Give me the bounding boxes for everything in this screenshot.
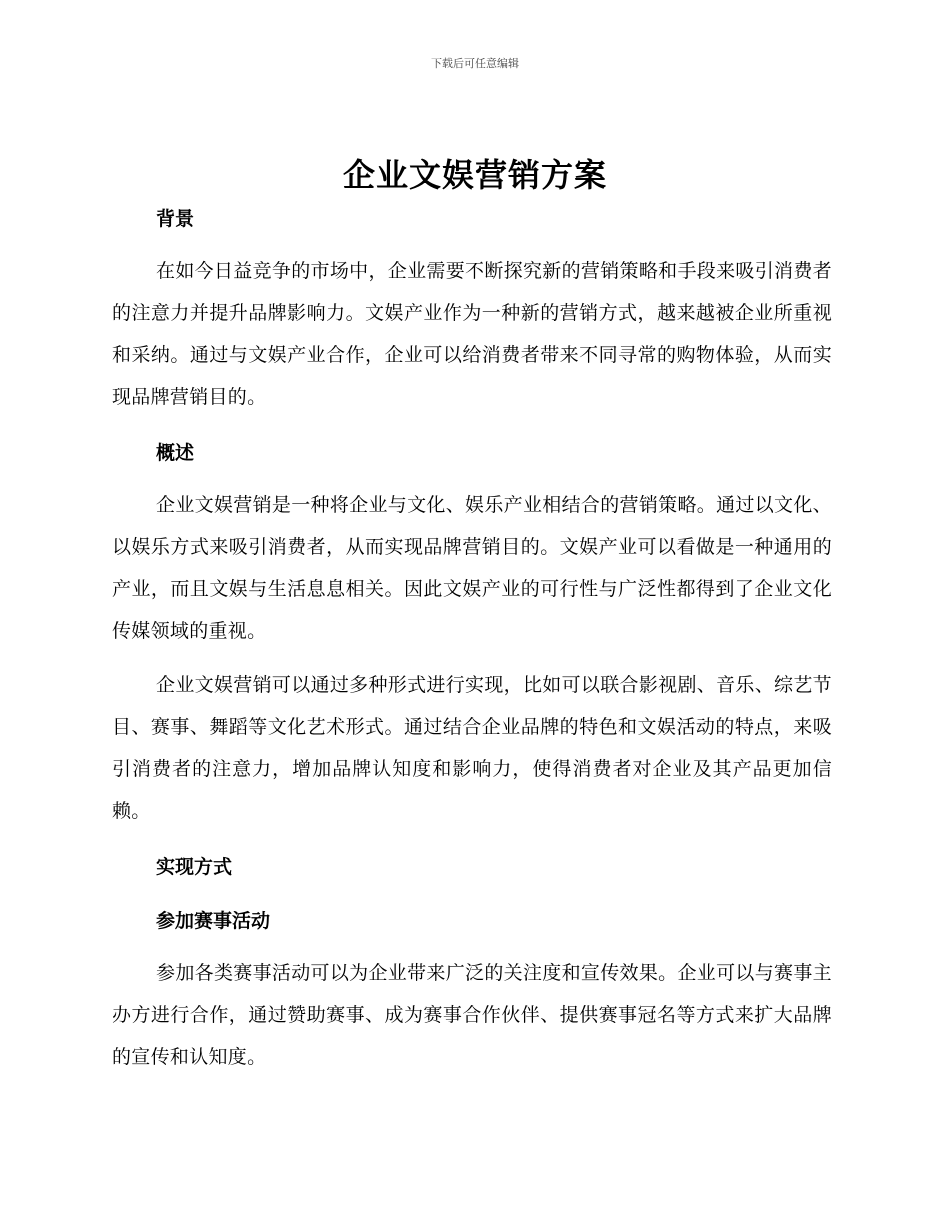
document-title: 企业文娱营销方案 xyxy=(342,156,607,194)
overview-paragraph-2: 企业文娱营销可以通过多种形式进行实现，比如可以联合影视剧、音乐、综艺节目、赛事、舞蹈等文化艺术形式。通过结合企业品牌的特色和文娱活动的特点，来吸引消费者的注意力，增加品牌认知度和影响力，使得消费者对企业及其产品更加信赖。 xyxy=(112,674,832,822)
header-note: 下载后可任意编辑 xyxy=(431,57,519,70)
section-heading-methods: 实现方式 xyxy=(156,856,233,878)
section-heading-overview: 概述 xyxy=(156,442,195,464)
subsection-heading-events: 参加赛事活动 xyxy=(156,910,271,932)
document-body xyxy=(112,198,832,1090)
section-heading-background: 背景 xyxy=(156,208,195,230)
background-paragraph: 在如今日益竞争的市场中，企业需要不断探究新的营销策略和手段来吸引消费者的注意力并提升品牌影响力。文娱产业作为一种新的营销方式，越来越被企业所重视和采纳。通过与文娱产业合作，企业可以给消费者带来不同寻常的购物体验，从而实现品牌营销目的。 xyxy=(112,260,832,408)
events-paragraph: 参加各类赛事活动可以为企业带来广泛的关注度和宣传效果。企业可以与赛事主办方进行合作，通过赞助赛事、成为赛事合作伙伴、提供赛事冠名等方式来扩大品牌的宣传和认知度。 xyxy=(112,962,832,1068)
overview-paragraph-1: 企业文娱营销是一种将企业与文化、娱乐产业相结合的营销策略。通过以文化、以娱乐方式来吸引消费者，从而实现品牌营销目的。文娱产业可以看做是一种通用的产业，而且文娱与生活息息相关。因此文娱产业的可行性与广泛性都得到了企业文化传媒领域的重视。 xyxy=(112,494,832,642)
